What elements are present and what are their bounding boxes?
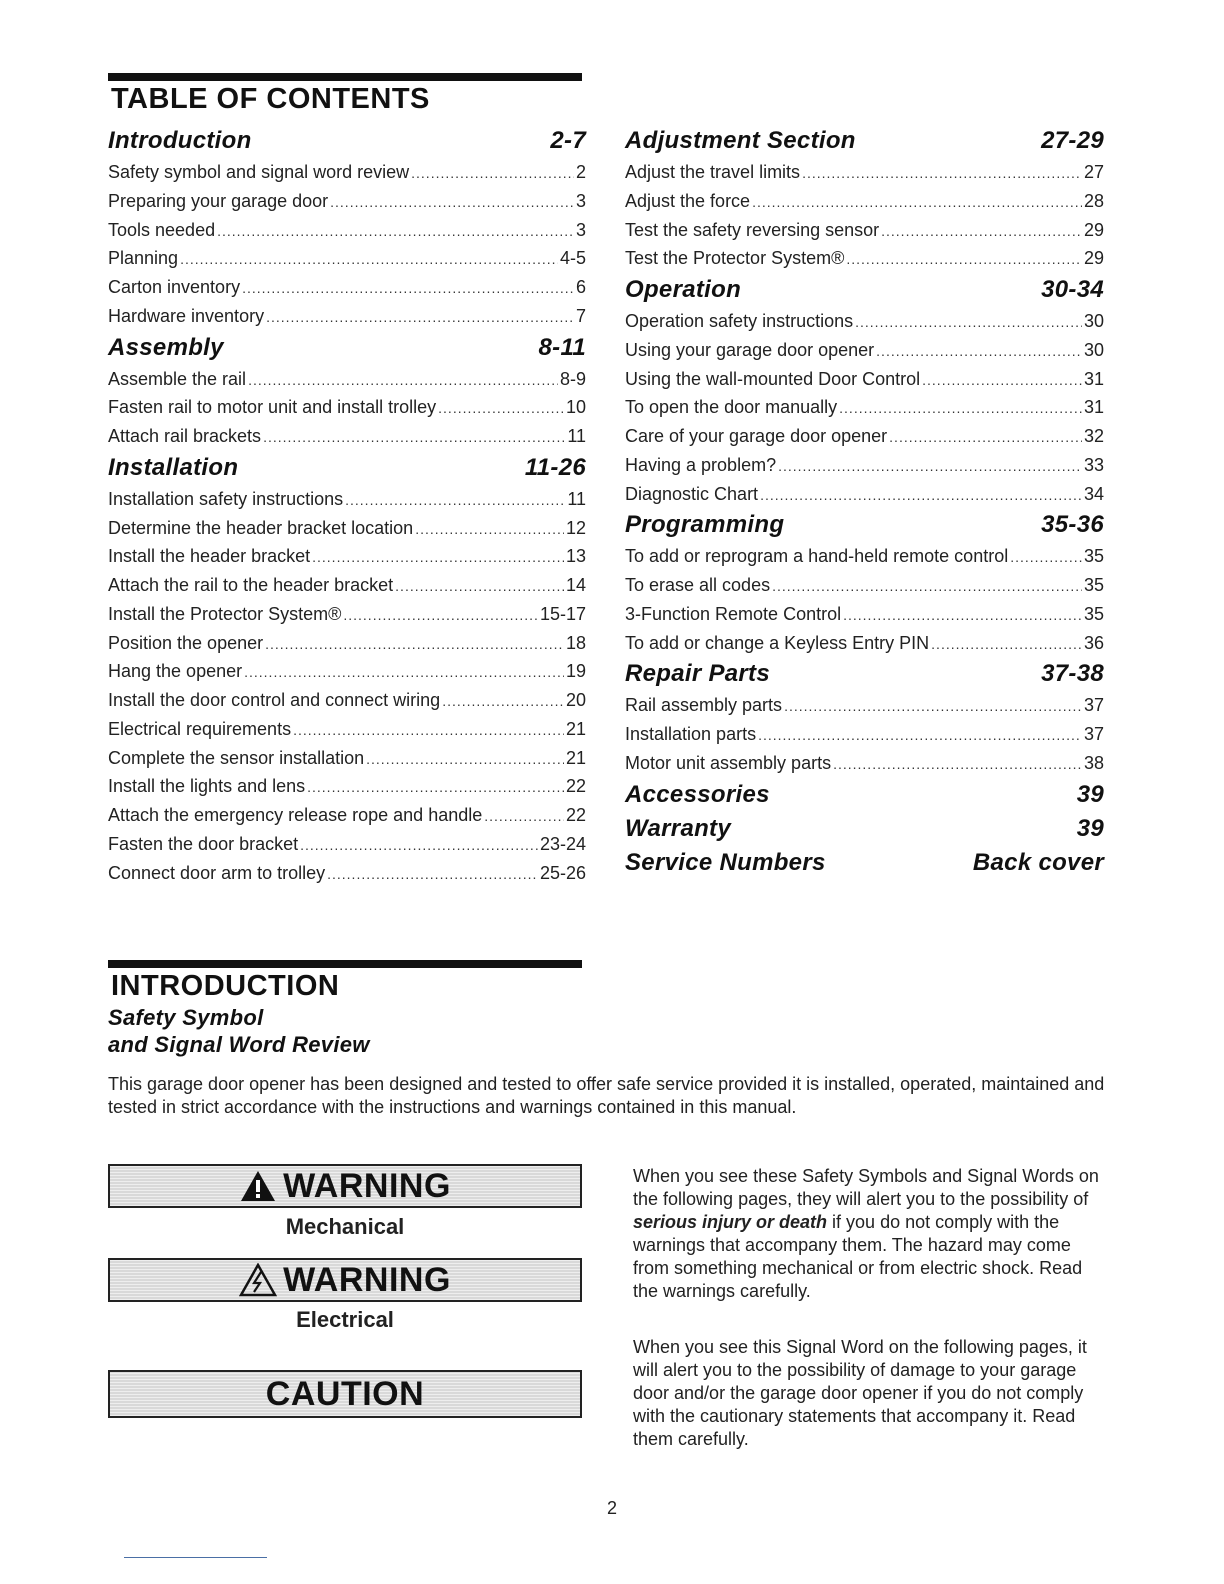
toc-section-pages: 2-7 [550, 127, 586, 154]
toc-entry-page: 29 [1083, 248, 1104, 269]
warning-electrical-box [108, 1258, 582, 1302]
toc-entry-leader [778, 452, 1082, 481]
toc-heading: TABLE OF CONTENTS [111, 83, 430, 115]
toc-section-title: Repair Parts [625, 660, 770, 688]
toc-entry-leader [931, 630, 1082, 659]
toc-entry-label: Determine the header bracket location [108, 517, 414, 538]
toc-entry-label: Electrical requirements [108, 718, 292, 739]
toc-entry-label: Hardware inventory [108, 305, 265, 326]
toc-entry-page: 38 [1083, 752, 1104, 773]
intro-subheading-line2: and Signal Word Review [108, 1032, 370, 1057]
toc-entry[interactable] [108, 542, 586, 571]
toc-entry[interactable] [108, 273, 586, 302]
toc-entry-page: 18 [565, 632, 586, 653]
toc-entry-page: 11 [567, 426, 586, 446]
toc-entry-label: Install the Protector System® [108, 603, 342, 624]
toc-entry-page: 29 [1083, 219, 1104, 240]
toc-entry-page: 6 [575, 277, 586, 297]
toc-section-heading [625, 508, 1104, 542]
toc-entry-leader [760, 481, 1082, 510]
toc-entry-page: 15-17 [539, 603, 586, 624]
toc-entry-page: 36 [1083, 632, 1104, 653]
toc-entry[interactable] [625, 158, 1104, 187]
toc-top-rule [108, 73, 582, 81]
toc-entry-leader [772, 572, 1082, 601]
toc-entry-label: Operation safety instructions [625, 311, 854, 331]
toc-entry-page: 34 [1083, 483, 1104, 504]
toc-section-heading [108, 331, 586, 365]
toc-entry-label: Complete the sensor installation [108, 747, 365, 768]
toc-entry[interactable] [108, 158, 586, 187]
toc-entry-page: 12 [565, 517, 586, 538]
toc-entry-label: Attach rail brackets [108, 426, 262, 446]
toc-entry-label: Adjust the travel limits [625, 162, 801, 182]
toc-section-pages: Back cover [972, 848, 1104, 876]
toc-entry[interactable] [625, 187, 1104, 216]
toc-entry[interactable] [625, 691, 1104, 720]
toc-section-title: Installation [108, 453, 239, 481]
warning-electrical-caption: Electrical [296, 1307, 394, 1332]
toc-section-heading [625, 846, 1104, 880]
toc-entry-page: 35 [1083, 575, 1104, 595]
toc-entry-label: Care of your garage door opener [625, 426, 888, 446]
toc-entry-leader [833, 750, 1082, 779]
toc-entry-leader [802, 159, 1082, 188]
toc-section-pages: 35-36 [1041, 511, 1104, 539]
toc-entry-label: Assemble the rail [108, 368, 247, 389]
toc-entry-page: 30 [1083, 339, 1104, 360]
intro-subheading-line1: Safety Symbol [108, 1005, 264, 1030]
warning-mechanical-caption: Mechanical [285, 1214, 405, 1239]
toc-section-pages: 37-38 [1041, 660, 1104, 688]
toc-entry-label: Tools needed [108, 219, 216, 240]
toc-section-pages: 8-11 [538, 333, 586, 361]
toc-entry-page: 19 [565, 661, 586, 682]
intro-top-rule [108, 960, 582, 968]
toc-entry-page: 7 [575, 305, 586, 326]
toc-section-pages: 30-34 [1041, 276, 1104, 303]
toc-entry-leader [855, 308, 1082, 337]
toc-entry[interactable] [108, 657, 586, 686]
toc-entry-page: 37 [1083, 724, 1104, 744]
toc-entry-leader [411, 159, 574, 188]
toc-entry-label: Attach the emergency release rope and handle [108, 805, 483, 825]
toc-section-heading [625, 812, 1104, 846]
toc-entry-page: 32 [1083, 426, 1104, 446]
toc-entry-page: 37 [1083, 695, 1104, 716]
toc-entry-label: Planning [108, 248, 179, 269]
toc-entry-leader [266, 303, 574, 332]
toc-entry-page: 20 [565, 690, 586, 710]
toc-entry-leader [345, 486, 565, 515]
toc-entry-page: 10 [565, 397, 586, 418]
toc-entry-label: To add or reprogram a hand-held remote control [625, 546, 1009, 567]
toc-entry[interactable] [108, 422, 586, 451]
caution-explanation: When you see this Signal Word on the following pages, it will alert you to the possibility of damage to your garage door and/or the garage door opener if you do not comply with the cautionary statements that accompany it. Read them carefully. [633, 1337, 1087, 1449]
toc-entry-label: Diagnostic Chart [625, 483, 759, 504]
toc-entry-page: 22 [565, 776, 586, 797]
toc-entry-page: 13 [565, 546, 586, 567]
toc-entry-leader [307, 773, 564, 802]
toc-entry[interactable] [108, 686, 586, 715]
toc-section-pages: 39 [1076, 780, 1104, 808]
toc-entry-leader [758, 721, 1082, 750]
toc-entry-leader [343, 601, 538, 630]
toc-entry-leader [843, 601, 1082, 630]
toc-entry-leader [784, 692, 1082, 721]
toc-entry-label: Adjust the force [625, 190, 751, 211]
toc-entry-page: 31 [1083, 368, 1104, 389]
intro-paragraph: This garage door opener has been designed and tested to offer safe service provided it is installed, operated, maintained and tested in strict accordance with the instructions and warnings contained in this manual. [108, 1074, 1105, 1117]
warning-triangle-icon [239, 1169, 277, 1203]
toc-entry-leader [217, 217, 574, 246]
toc-entry[interactable] [108, 187, 586, 216]
warning-electrical-label: WARNING [283, 1260, 451, 1299]
toc-entry-page: 23-24 [539, 833, 586, 854]
toc-section-title: Adjustment Section [625, 127, 856, 154]
toc-entry-label: Safety symbol and signal word review [108, 162, 410, 182]
toc-entry-leader [327, 860, 538, 889]
toc-entry[interactable] [108, 571, 586, 600]
toc-entry[interactable] [108, 744, 586, 773]
toc-entry-label: Position the opener [108, 632, 264, 653]
toc-section-title: Accessories [625, 780, 770, 808]
caution-label: CAUTION [265, 1374, 425, 1413]
toc-entry-page: 22 [565, 805, 586, 825]
toc-entry-leader [366, 745, 564, 774]
toc-entry-page: 3 [575, 190, 586, 211]
toc-entry-label: Rail assembly parts [625, 695, 783, 716]
toc-entry-label: Hang the opener [108, 661, 243, 682]
toc-section-title: Assembly [108, 333, 224, 361]
toc-entry-label: Using your garage door opener [625, 339, 875, 360]
toc-entry[interactable] [625, 720, 1104, 749]
toc-entry-leader [265, 630, 564, 659]
toc-entry[interactable] [108, 365, 586, 394]
toc-entry-label: Connect door arm to trolley [108, 862, 326, 883]
toc-entry[interactable] [625, 244, 1104, 273]
toc-section-title: Operation [625, 276, 742, 303]
toc-entry-page: 14 [565, 575, 586, 595]
toc-entry-label: Fasten rail to motor unit and install trolley [108, 397, 437, 418]
intro-subheading [108, 1004, 370, 1058]
toc-entry[interactable] [108, 715, 586, 744]
toc-section-heading [625, 778, 1104, 812]
safety-symbols-explanation: When you see these Safety Symbols and Signal Words on the following pages, they will alert you to the possibility of serious injury or death if you do not comply with the warnings that accompany them. The hazard may come from something mechanical or from electric shock. Read the warnings carefully. [633, 1166, 1099, 1301]
toc-entry[interactable] [625, 422, 1104, 451]
toc-entry-page: 21 [565, 747, 586, 768]
toc-entry-page: 33 [1083, 454, 1104, 475]
toc-entry-page: 4-5 [559, 248, 586, 269]
toc-entry[interactable] [625, 629, 1104, 658]
toc-entry-label: To erase all codes [625, 575, 771, 595]
toc-section-title: Service Numbers [625, 848, 826, 876]
toc-section-heading [625, 124, 1104, 158]
toc-entry[interactable] [108, 514, 586, 543]
toc-section-pages: 39 [1076, 814, 1104, 842]
toc-entry[interactable] [625, 307, 1104, 336]
toc-entry-page: 25-26 [539, 862, 586, 883]
toc-section-heading [625, 273, 1104, 307]
toc-entry-leader [242, 274, 574, 303]
toc-entry[interactable] [108, 772, 586, 801]
bottom-divider [124, 1557, 267, 1558]
caution-box [108, 1370, 582, 1418]
toc-entry-label: Having a problem? [625, 454, 777, 475]
toc-entry-label: Attach the rail to the header bracket [108, 575, 394, 595]
toc-entry[interactable] [108, 600, 586, 629]
toc-entry-label: Preparing your garage door [108, 190, 329, 211]
toc-entry[interactable] [625, 336, 1104, 365]
toc-entry-leader [415, 515, 564, 544]
toc-entry-label: Installation parts [625, 724, 757, 744]
toc-entry[interactable] [108, 629, 586, 658]
toc-entry[interactable] [108, 485, 586, 514]
toc-entry-label: 3-Function Remote Control [625, 603, 842, 624]
toc-entry-leader [180, 245, 558, 274]
toc-section-heading [625, 657, 1104, 691]
toc-entry-leader [839, 394, 1082, 423]
toc-section-title: Warranty [625, 814, 731, 842]
toc-entry[interactable] [625, 749, 1104, 778]
toc-entry-page: 27 [1083, 162, 1104, 182]
toc-entry-leader [846, 245, 1082, 274]
toc-entry[interactable] [108, 216, 586, 245]
toc-entry-leader [330, 188, 574, 217]
toc-section-pages: 27-29 [1041, 127, 1104, 154]
toc-entry[interactable] [108, 859, 586, 888]
intro-heading: INTRODUCTION [111, 970, 340, 1002]
toc-entry-page: 3 [575, 219, 586, 240]
toc-entry[interactable] [108, 801, 586, 830]
toc-entry[interactable] [108, 244, 586, 273]
toc-entry-leader [244, 658, 564, 687]
toc-entry-label: Install the lights and lens [108, 776, 306, 797]
toc-entry-leader [442, 687, 564, 716]
toc-entry-label: Install the header bracket [108, 546, 311, 567]
toc-entry-page: 2 [575, 162, 586, 182]
toc-entry[interactable] [625, 451, 1104, 480]
toc-entry-leader [438, 394, 564, 423]
toc-entry[interactable] [625, 365, 1104, 394]
warning-mechanical-label: WARNING [283, 1166, 451, 1205]
toc-section-title: Programming [625, 511, 785, 539]
toc-section-heading [108, 124, 586, 158]
toc-entry-leader [300, 831, 538, 860]
toc-entry-page: 28 [1083, 190, 1104, 211]
toc-entry[interactable] [625, 393, 1104, 422]
toc-entry-leader [312, 543, 564, 572]
toc-entry-label: To open the door manually [625, 397, 838, 418]
toc-section-title: Introduction [108, 127, 252, 154]
toc-entry-leader [263, 423, 565, 452]
toc-entry-leader [922, 366, 1082, 395]
toc-entry[interactable] [625, 571, 1104, 600]
toc-entry-label: Install the door control and connect wiring [108, 690, 441, 710]
toc-section-heading [108, 451, 586, 485]
toc-entry-label: Using the wall-mounted Door Control [625, 368, 921, 389]
toc-entry-leader [293, 716, 564, 745]
toc-entry-label: Carton inventory [108, 277, 241, 297]
toc-entry-page: 31 [1083, 397, 1104, 418]
toc-entry-leader [395, 572, 564, 601]
toc-entry-label: Test the Protector System® [625, 248, 845, 269]
page-number: 2 [606, 1498, 617, 1518]
toc-entry-label: Motor unit assembly parts [625, 752, 832, 773]
toc-entry-leader [248, 366, 558, 395]
toc-entry-page: 35 [1083, 546, 1104, 567]
toc-entry-page: 11 [567, 488, 586, 509]
toc-right-column [625, 124, 1104, 880]
toc-section-pages: 11-26 [524, 453, 586, 481]
electrical-hazard-icon [239, 1263, 277, 1297]
toc-entry-page: 35 [1083, 603, 1104, 624]
toc-entry-page: 8-9 [559, 368, 586, 389]
toc-entry-leader [889, 423, 1082, 452]
toc-entry[interactable] [625, 542, 1104, 571]
toc-entry-page: 30 [1083, 311, 1104, 331]
toc-entry[interactable] [108, 830, 586, 859]
toc-entry[interactable] [625, 480, 1104, 509]
toc-left-column [108, 124, 586, 887]
toc-entry[interactable] [108, 393, 586, 422]
toc-entry-label: To add or change a Keyless Entry PIN [625, 632, 930, 653]
toc-entry-leader [881, 217, 1082, 246]
toc-entry-leader [1010, 543, 1082, 572]
toc-entry-label: Fasten the door bracket [108, 833, 299, 854]
serious-injury-emphasis: serious injury or death [633, 1212, 828, 1232]
toc-entry-label: Test the safety reversing sensor [625, 219, 880, 240]
toc-entry[interactable] [108, 302, 586, 331]
toc-entry-leader [752, 188, 1082, 217]
toc-entry-label: Installation safety instructions [108, 488, 344, 509]
toc-entry[interactable] [625, 216, 1104, 245]
toc-entry-leader [484, 802, 564, 831]
toc-entry[interactable] [625, 600, 1104, 629]
warning-mechanical-box [108, 1164, 582, 1208]
toc-entry-leader [876, 337, 1082, 366]
toc-entry-page: 21 [565, 718, 586, 739]
